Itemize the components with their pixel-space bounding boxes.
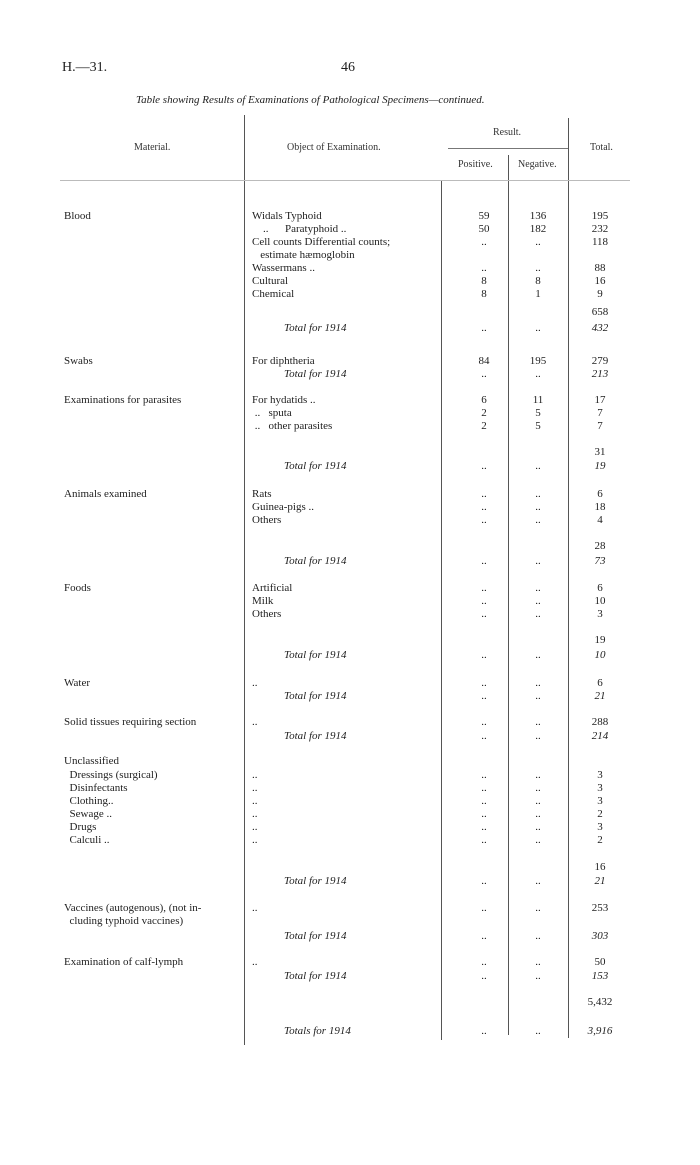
table-row xyxy=(0,634,700,647)
cell-total: 73 xyxy=(594,555,606,567)
cell-total: 6 xyxy=(597,582,603,594)
table-row xyxy=(0,769,700,782)
cell-negative: .. xyxy=(535,970,541,982)
cell-negative: .. xyxy=(535,608,541,620)
cell-negative: .. xyxy=(535,956,541,968)
table-title: Table showing Results of Examinations of Pathological Specimens—continued. xyxy=(136,94,485,106)
cell-positive: .. xyxy=(481,677,487,689)
cell-object: Cultural xyxy=(252,275,289,287)
table-row xyxy=(0,582,700,595)
table-row xyxy=(0,249,700,262)
cell-object: Others xyxy=(252,608,282,620)
cell-negative: .. xyxy=(535,368,541,380)
cell-material: cluding typhoid vaccines) xyxy=(64,915,184,927)
cell-object: .. xyxy=(252,821,258,833)
cell-total: 303 xyxy=(591,930,609,942)
cell-negative: .. xyxy=(535,1025,541,1037)
cell-total: 16 xyxy=(594,861,606,873)
cell-total: 9 xyxy=(597,288,603,300)
table-row xyxy=(0,649,700,662)
cell-negative: .. xyxy=(535,488,541,500)
cell-total: 658 xyxy=(591,306,609,318)
cell-material: Blood xyxy=(64,210,91,222)
cell-positive: .. xyxy=(481,460,487,472)
cell-negative: .. xyxy=(535,322,541,334)
cell-object: Chemical xyxy=(252,288,295,300)
header-total: Total. xyxy=(590,142,613,153)
cell-negative: .. xyxy=(535,875,541,887)
cell-positive: .. xyxy=(481,236,487,248)
cell-total: 3 xyxy=(597,608,603,620)
cell-total: 153 xyxy=(591,970,609,982)
cell-object: Total for 1914 xyxy=(284,649,347,661)
table-row xyxy=(0,875,700,888)
table-row xyxy=(0,730,700,743)
table-row xyxy=(0,1025,700,1038)
cell-negative: .. xyxy=(535,649,541,661)
table-row xyxy=(0,236,700,249)
cell-total: 28 xyxy=(594,540,606,552)
cell-negative: .. xyxy=(535,808,541,820)
cell-negative: 136 xyxy=(529,210,547,222)
cell-object: Totals for 1914 xyxy=(284,1025,351,1037)
table-row xyxy=(0,322,700,335)
cell-object: .. Paratyphoid .. xyxy=(252,223,347,235)
cell-positive: 59 xyxy=(478,210,490,222)
cell-object: .. other parasites xyxy=(252,420,333,432)
cell-total: 18 xyxy=(594,501,606,513)
cell-positive: .. xyxy=(481,821,487,833)
cell-total: 214 xyxy=(591,730,609,742)
cell-object: .. xyxy=(252,902,258,914)
cell-material: Sewage .. xyxy=(64,808,112,820)
cell-object: Rats xyxy=(252,488,272,500)
cell-positive: .. xyxy=(481,649,487,661)
cell-total: 16 xyxy=(594,275,606,287)
cell-negative: 5 xyxy=(535,420,541,432)
cell-total: 3,916 xyxy=(587,1025,613,1037)
table-row xyxy=(0,915,700,928)
cell-object: .. xyxy=(252,716,258,728)
cell-total: 213 xyxy=(591,368,609,380)
table-row xyxy=(0,275,700,288)
cell-negative: 8 xyxy=(535,275,541,287)
cell-negative: .. xyxy=(535,236,541,248)
cell-negative: .. xyxy=(535,677,541,689)
table-row xyxy=(0,394,700,407)
cell-object: For hydatids .. xyxy=(252,394,316,406)
cell-total: 7 xyxy=(597,420,603,432)
cell-material: Vaccines (autogenous), (not in- xyxy=(64,902,202,914)
cell-total: 50 xyxy=(594,956,606,968)
cell-positive: .. xyxy=(481,930,487,942)
cell-object: Total for 1914 xyxy=(284,930,347,942)
table-row xyxy=(0,288,700,301)
cell-object: Total for 1914 xyxy=(284,460,347,472)
cell-negative: .. xyxy=(535,514,541,526)
cell-total: 232 xyxy=(591,223,609,235)
table-row xyxy=(0,223,700,236)
cell-positive: .. xyxy=(481,769,487,781)
table-row xyxy=(0,755,700,768)
cell-object: Wassermans .. xyxy=(252,262,315,274)
header-negative: Negative. xyxy=(518,159,557,170)
cell-positive: .. xyxy=(481,956,487,968)
cell-object: estimate hæmoglobin xyxy=(252,249,355,261)
cell-positive: 84 xyxy=(478,355,490,367)
cell-total: 4 xyxy=(597,514,603,526)
cell-positive: 50 xyxy=(478,223,490,235)
cell-negative: .. xyxy=(535,555,541,567)
cell-object: .. xyxy=(252,769,258,781)
cell-negative: .. xyxy=(535,930,541,942)
cell-object: Total for 1914 xyxy=(284,555,347,567)
cell-negative: .. xyxy=(535,834,541,846)
cell-total: 19 xyxy=(594,460,606,472)
cell-negative: .. xyxy=(535,795,541,807)
table-row xyxy=(0,677,700,690)
cell-negative: .. xyxy=(535,782,541,794)
cell-negative: .. xyxy=(535,501,541,513)
cell-material: Disinfectants xyxy=(64,782,128,794)
cell-positive: .. xyxy=(481,730,487,742)
cell-object: Total for 1914 xyxy=(284,875,347,887)
table-row xyxy=(0,834,700,847)
table-row xyxy=(0,608,700,621)
cell-positive: .. xyxy=(481,608,487,620)
cell-total: 118 xyxy=(591,236,609,248)
page-reference: H.—31. xyxy=(62,60,108,75)
table-row xyxy=(0,716,700,729)
cell-material: Examination of calf-lymph xyxy=(64,956,184,968)
cell-positive: .. xyxy=(481,970,487,982)
cell-negative: .. xyxy=(535,595,541,607)
cell-total: 2 xyxy=(597,808,603,820)
cell-object: .. sputa xyxy=(252,407,292,419)
cell-positive: .. xyxy=(481,322,487,334)
cell-object: .. xyxy=(252,834,258,846)
cell-total: 31 xyxy=(594,446,606,458)
cell-positive: .. xyxy=(481,501,487,513)
cell-positive: 8 xyxy=(481,288,487,300)
table-row xyxy=(0,420,700,433)
cell-object: .. xyxy=(252,677,258,689)
cell-object: Total for 1914 xyxy=(284,368,347,380)
cell-positive: .. xyxy=(481,582,487,594)
cell-negative: .. xyxy=(535,460,541,472)
cell-negative: .. xyxy=(535,716,541,728)
cell-total: 7 xyxy=(597,407,603,419)
table-row xyxy=(0,355,700,368)
cell-total: 3 xyxy=(597,769,603,781)
table-row xyxy=(0,861,700,874)
table-row xyxy=(0,460,700,473)
cell-material: Animals examined xyxy=(64,488,147,500)
table-row xyxy=(0,795,700,808)
cell-positive: .. xyxy=(481,716,487,728)
cell-total: 3 xyxy=(597,821,603,833)
table-row xyxy=(0,808,700,821)
cell-negative: .. xyxy=(535,582,541,594)
table-row xyxy=(0,782,700,795)
page-number: 46 xyxy=(341,60,355,75)
cell-material: Foods xyxy=(64,582,91,594)
cell-object: .. xyxy=(252,956,258,968)
table-row xyxy=(0,501,700,514)
cell-total: 10 xyxy=(594,649,606,661)
cell-total: 6 xyxy=(597,677,603,689)
cell-object: Guinea-pigs .. xyxy=(252,501,315,513)
cell-total: 21 xyxy=(594,690,606,702)
cell-material: Unclassified xyxy=(64,755,119,767)
cell-total: 3 xyxy=(597,782,603,794)
header-material: Material. xyxy=(134,142,171,153)
cell-positive: .. xyxy=(481,488,487,500)
cell-object: Total for 1914 xyxy=(284,690,347,702)
cell-positive: .. xyxy=(481,902,487,914)
cell-total: 288 xyxy=(591,716,609,728)
result-underline xyxy=(448,148,568,149)
cell-positive: .. xyxy=(481,262,487,274)
table-row xyxy=(0,540,700,553)
table-row xyxy=(0,690,700,703)
cell-object: Milk xyxy=(252,595,274,607)
cell-negative: .. xyxy=(535,730,541,742)
cell-material: Dressings (surgical) xyxy=(64,769,158,781)
cell-positive: .. xyxy=(481,808,487,820)
table-row xyxy=(0,595,700,608)
cell-positive: 6 xyxy=(481,394,487,406)
table-row xyxy=(0,368,700,381)
cell-total: 432 xyxy=(591,322,609,334)
cell-object: Cell counts Differential counts; xyxy=(252,236,391,248)
cell-total: 19 xyxy=(594,634,606,646)
cell-material: Examinations for parasites xyxy=(64,394,182,406)
cell-object: Widals Typhoid xyxy=(252,210,322,222)
cell-positive: .. xyxy=(481,1025,487,1037)
header-object: Object of Examination. xyxy=(287,142,381,153)
cell-positive: 2 xyxy=(481,420,487,432)
cell-material: Calculi .. xyxy=(64,834,110,846)
cell-object: .. xyxy=(252,795,258,807)
cell-positive: .. xyxy=(481,782,487,794)
cell-object: .. xyxy=(252,808,258,820)
table-row xyxy=(0,821,700,834)
cell-negative: 195 xyxy=(529,355,547,367)
cell-negative: .. xyxy=(535,769,541,781)
cell-positive: .. xyxy=(481,834,487,846)
cell-total: 195 xyxy=(591,210,609,222)
cell-positive: .. xyxy=(481,514,487,526)
cell-total: 17 xyxy=(594,394,606,406)
cell-object: Others xyxy=(252,514,282,526)
cell-negative: .. xyxy=(535,262,541,274)
cell-positive: .. xyxy=(481,690,487,702)
cell-material: Water xyxy=(64,677,90,689)
cell-object: .. xyxy=(252,782,258,794)
cell-total: 2 xyxy=(597,834,603,846)
table-row xyxy=(0,902,700,915)
cell-material: Swabs xyxy=(64,355,93,367)
table-row xyxy=(0,956,700,969)
cell-total: 279 xyxy=(591,355,609,367)
cell-negative: .. xyxy=(535,902,541,914)
header-rule xyxy=(60,180,630,181)
cell-total: 21 xyxy=(594,875,606,887)
table-row xyxy=(0,407,700,420)
cell-negative: 1 xyxy=(535,288,541,300)
header-positive: Positive. xyxy=(458,159,493,170)
cell-negative: 182 xyxy=(529,223,547,235)
table-row xyxy=(0,306,700,319)
table-row xyxy=(0,514,700,527)
cell-total: 88 xyxy=(594,262,606,274)
cell-negative: 5 xyxy=(535,407,541,419)
cell-total: 3 xyxy=(597,795,603,807)
cell-object: For diphtheria xyxy=(252,355,315,367)
table-row xyxy=(0,262,700,275)
cell-object: Total for 1914 xyxy=(284,322,347,334)
table-row xyxy=(0,930,700,943)
cell-positive: .. xyxy=(481,595,487,607)
cell-total: 253 xyxy=(591,902,609,914)
table-row xyxy=(0,555,700,568)
cell-total: 6 xyxy=(597,488,603,500)
cell-positive: .. xyxy=(481,875,487,887)
cell-object: Artificial xyxy=(252,582,293,594)
table-row xyxy=(0,488,700,501)
cell-positive: .. xyxy=(481,368,487,380)
table-row xyxy=(0,210,700,223)
cell-positive: 8 xyxy=(481,275,487,287)
cell-positive: 2 xyxy=(481,407,487,419)
header-result: Result. xyxy=(493,127,522,138)
cell-negative: .. xyxy=(535,690,541,702)
cell-object: Total for 1914 xyxy=(284,730,347,742)
cell-material: Drugs xyxy=(64,821,97,833)
cell-total: 5,432 xyxy=(587,996,613,1008)
table-row xyxy=(0,970,700,983)
cell-material: Clothing.. xyxy=(64,795,114,807)
cell-positive: .. xyxy=(481,555,487,567)
cell-object: Total for 1914 xyxy=(284,970,347,982)
cell-positive: .. xyxy=(481,795,487,807)
table-row xyxy=(0,996,700,1009)
cell-negative: .. xyxy=(535,821,541,833)
cell-negative: 11 xyxy=(532,394,544,406)
cell-total: 10 xyxy=(594,595,606,607)
table-row xyxy=(0,446,700,459)
cell-material: Solid tissues requiring section xyxy=(64,716,197,728)
